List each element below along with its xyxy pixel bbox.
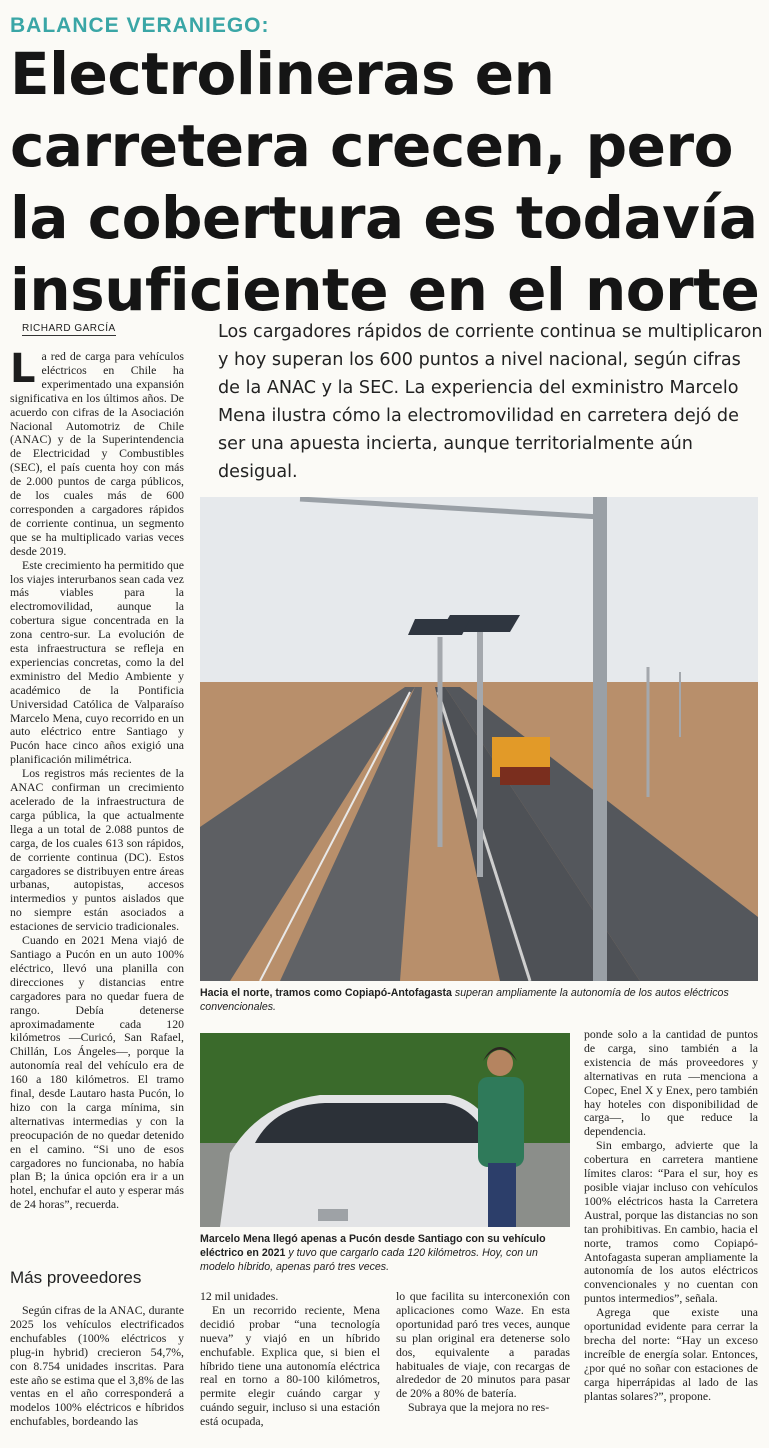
- photo-2-caption: [200, 1232, 570, 1274]
- paragraph-5-continued: 12 mil unidades.: [200, 1289, 279, 1303]
- photo-1-caption-italic: superan ampliamente la autonomía de los autos eléctricos convencionales.: [200, 987, 729, 1013]
- paragraph-7-continued: ponde solo a la cantidad de puntos de carga, sino también a la existencia de más proveedores y alternativas en ruta —menciona a Copec, Enel X y Enex, pero también hay hoteles con disponibilidad de carga—, lo que reduce la dependencia.: [584, 1027, 758, 1139]
- paragraph-6-continued: lo que facilita su interconexión con aplicaciones como Waze. En esta oportunidad paró tres veces, aunque su plan original era detenerse solo dos, equivalente a paradas habituales de viaje, con recargas de alrededor de 20 minutos para pasar de 20% a 80% de batería.: [396, 1289, 570, 1401]
- paragraph-9: Agrega que existe una oportunidad evidente para cerrar la brecha del norte: “Hay un exceso increíble de energía solar. Entonces, ¿por qué no soñar con estaciones de carga hiperrápidas al lado de las plantas solares?”, propone.: [584, 1305, 758, 1403]
- photo-2-caption-bold: Marcelo Mena llegó apenas a Pucón desde Santiago con su vehículo eléctrico en 2021: [200, 1233, 546, 1259]
- highway-photo: [200, 497, 758, 981]
- photo-1-caption: [200, 986, 755, 1014]
- column-2: [200, 1290, 380, 1429]
- paragraph-1: [10, 346, 184, 559]
- headline: Electrolineras en carretera crecen, pero la cobertura es todavía insuficiente en el norte: [10, 40, 760, 324]
- photo-1-caption-bold: Hacia el norte, tramos como Copiapó-Antofagasta: [200, 987, 452, 999]
- column-4: [584, 1028, 758, 1403]
- column-3: [396, 1290, 570, 1415]
- dropcap: L: [10, 346, 36, 392]
- mena-photo: [200, 1033, 570, 1227]
- subhead: Más proveedores: [10, 1268, 142, 1287]
- column-1-bottom: [10, 1304, 184, 1429]
- paragraph-2: Este crecimiento ha permitido que los viajes interurbanos sean cada vez más viables para la electromovilidad, aunque la cobertura sigue concentrada en la zona centro-sur. La evolución de esta infraestructura se refleja en experiencias concretas, como la del exministro del Medio Ambiente y académico de la Pontificia Universidad Católica de Valparaíso Marcelo Mena, cuyo recorrido en un auto eléctrico entre Santiago y Pucón hace cinco años exigió una planificación milimétrica.: [10, 557, 184, 767]
- paragraph-1-text: a red de carga para vehículos eléctricos en Chile ha experimentado una expansión significativa en los últimos años. De acuerdo con cifras de la Asociación Nacional Automotriz de Chile (ANAC) y de la Superintendencia de Electricidad y Combustibles (SEC), el país cuenta hoy con más de 2.000 puntos de carga públicos, de los cuales más de 600 corresponden a cargadores rápidos de corriente continua, un segmento que se ha multiplicado varias veces desde 2019.: [10, 349, 184, 558]
- deck: Los cargadores rápidos de corriente continua se multiplicaron y hoy superan los 600 puntos a nivel nacional, según cifras de la ANAC y la SEC. La experiencia del exministro Marcelo Mena ilustra cómo la electromovilidad en carretera dejó de ser una apuesta incierta, aunque territorialmente aún desigual.: [218, 322, 763, 482]
- paragraph-8: Sin embargo, advierte que la cobertura en carretera mantiene límites claros: “Para el sur, hoy es posible viajar incluso con vehículos 100% eléctricos hasta la Carretera Austral, porque las distancias no son tan prohibitivas. En cambio, hacia el norte, tramos como Copiapó-Antofagasta superan ampliamente la autonomía de los autos eléctricos convencionales y no cuentan con puntos intermedios”, señala.: [584, 1138, 758, 1306]
- paragraph-5: Según cifras de la ANAC, durante 2025 los vehículos electrificados enchufables (100% eléctricos y plug-in hybrid) crecieron 54,7%, con 8.754 unidades inscritas. Para este año se estima que el 3,8% de las ventas en el año corresponderá a modelos 100% eléctricos e híbridos enchufables, bordeando las: [10, 1303, 184, 1429]
- photo-2-caption-italic: y tuvo que cargarlo cada 120 kilómetros. Hoy, con un modelo híbrido, apenas paró tres veces.: [200, 1247, 538, 1273]
- byline: RICHARD GARCÍA: [22, 323, 116, 334]
- paragraph-6: En un recorrido reciente, Mena decidió probar “una tecnología nueva” y viajó en un híbrido enchufable. Explica que, si bien el híbrido tiene una autonomía eléctrica real en torno a 80-100 kilómetros, permite elegir cuándo cargar y cuándo seguir, incluso si una estación está ocupada,: [200, 1302, 380, 1429]
- paragraph-7-start: Subraya que la mejora no res-: [408, 1400, 550, 1415]
- kicker: BALANCE VERANIEGO:: [10, 14, 270, 37]
- paragraph-4: Cuando en 2021 Mena viajó de Santiago a Pucón en un auto 100% eléctrico, llevó una planilla con direcciones y distancias entre cargadores para no quedar fuera de rango. Debía detenerse aproximadamente cada 120 kilómetros —Curicó, San Rafael, Chillán, Los Ángeles—, porque la autonomía real del vehículo era de 160 a 180 kilómetros. El tramo final, desde Lautaro hasta Pucón, lo hizo con la carga mínima, sin alternativas intermedias y con la preocupación de no quedar detenido en el camino. “Si uno de esos cargadores no funcionaba, no había plan B; la única opción era ir a un hotel, enchufar el auto y esperar más de 24 horas”, recuerda.: [10, 933, 184, 1212]
- column-1: [10, 346, 184, 1212]
- paragraph-3: Los registros más recientes de la ANAC confirman un crecimiento acelerado de la infraestructura de carga pública, la que actualmente llega a un total de 2.088 puntos de carga, de los cuales 613 son rápidos, de corriente continua (DC). Estos cargadores se distribuyen entre áreas urbanas, autopistas, accesos intermedios y puntos aislados que no siempre están asociados a estaciones de servicio tradicionales.: [10, 766, 184, 934]
